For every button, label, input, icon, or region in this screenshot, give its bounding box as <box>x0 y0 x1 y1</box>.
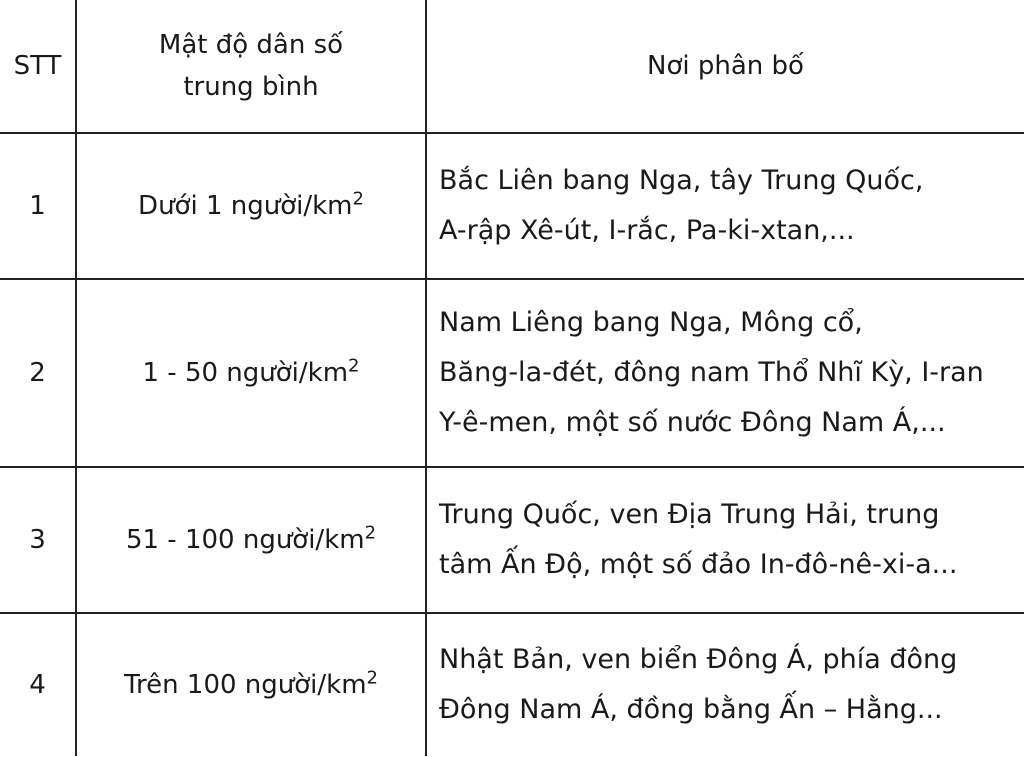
table-row <box>0 613 1024 756</box>
density-unit-superscript: 2 <box>352 188 364 210</box>
table-header-row <box>0 0 1024 133</box>
header-place: Nơi phân bố <box>426 0 1024 133</box>
place-line: Băng-la-đét, đông nam Thổ Nhĩ Kỳ, I-ran <box>439 357 984 388</box>
place-line: Y-ê-men, một số nước Đông Nam Á,... <box>439 407 946 438</box>
density-unit-superscript: 2 <box>348 355 360 377</box>
row-stt: 2 <box>0 279 76 467</box>
place-line: Trung Quốc, ven Địa Trung Hải, trung <box>439 499 940 530</box>
place-line: Đông Nam Á, đồng bằng Ấn – Hằng... <box>439 694 943 725</box>
density-unit-superscript: 2 <box>366 667 378 689</box>
density-value: 1 - 50 người/km <box>142 358 349 388</box>
row-place <box>426 613 1024 756</box>
table-row <box>0 467 1024 613</box>
row-place <box>426 467 1024 613</box>
row-stt: 3 <box>0 467 76 613</box>
row-stt: 4 <box>0 613 76 756</box>
place-line: Nam Liêng bang Nga, Mông cổ, <box>439 307 863 338</box>
header-density-line-1: Mật độ dân số <box>158 30 344 60</box>
place-line: Bắc Liên bang Nga, tây Trung Quốc, <box>439 165 924 196</box>
density-unit-superscript: 2 <box>364 522 377 544</box>
place-line: Nhật Bản, ven biển Đông Á, phía đông <box>439 644 958 675</box>
density-value: Dưới 1 người/km <box>138 191 353 221</box>
row-place <box>426 133 1024 279</box>
header-stt: STT <box>0 0 76 133</box>
row-stt: 1 <box>0 133 76 279</box>
table-row <box>0 279 1024 467</box>
row-density <box>76 613 426 756</box>
row-density <box>76 279 426 467</box>
table-row <box>0 133 1024 279</box>
row-density <box>76 467 426 613</box>
place-line: A-rập Xê-út, I-rắc, Pa-ki-xtan,... <box>439 215 855 246</box>
row-density <box>76 133 426 279</box>
header-density <box>76 0 426 133</box>
row-place <box>426 279 1024 467</box>
header-density-line-2: trung bình <box>183 72 319 102</box>
density-value: Trên 100 người/km <box>124 670 367 700</box>
place-line: tâm Ấn Độ, một số đảo In-đô-nê-xi-a... <box>439 549 958 580</box>
density-value: 51 - 100 người/km <box>125 525 365 555</box>
